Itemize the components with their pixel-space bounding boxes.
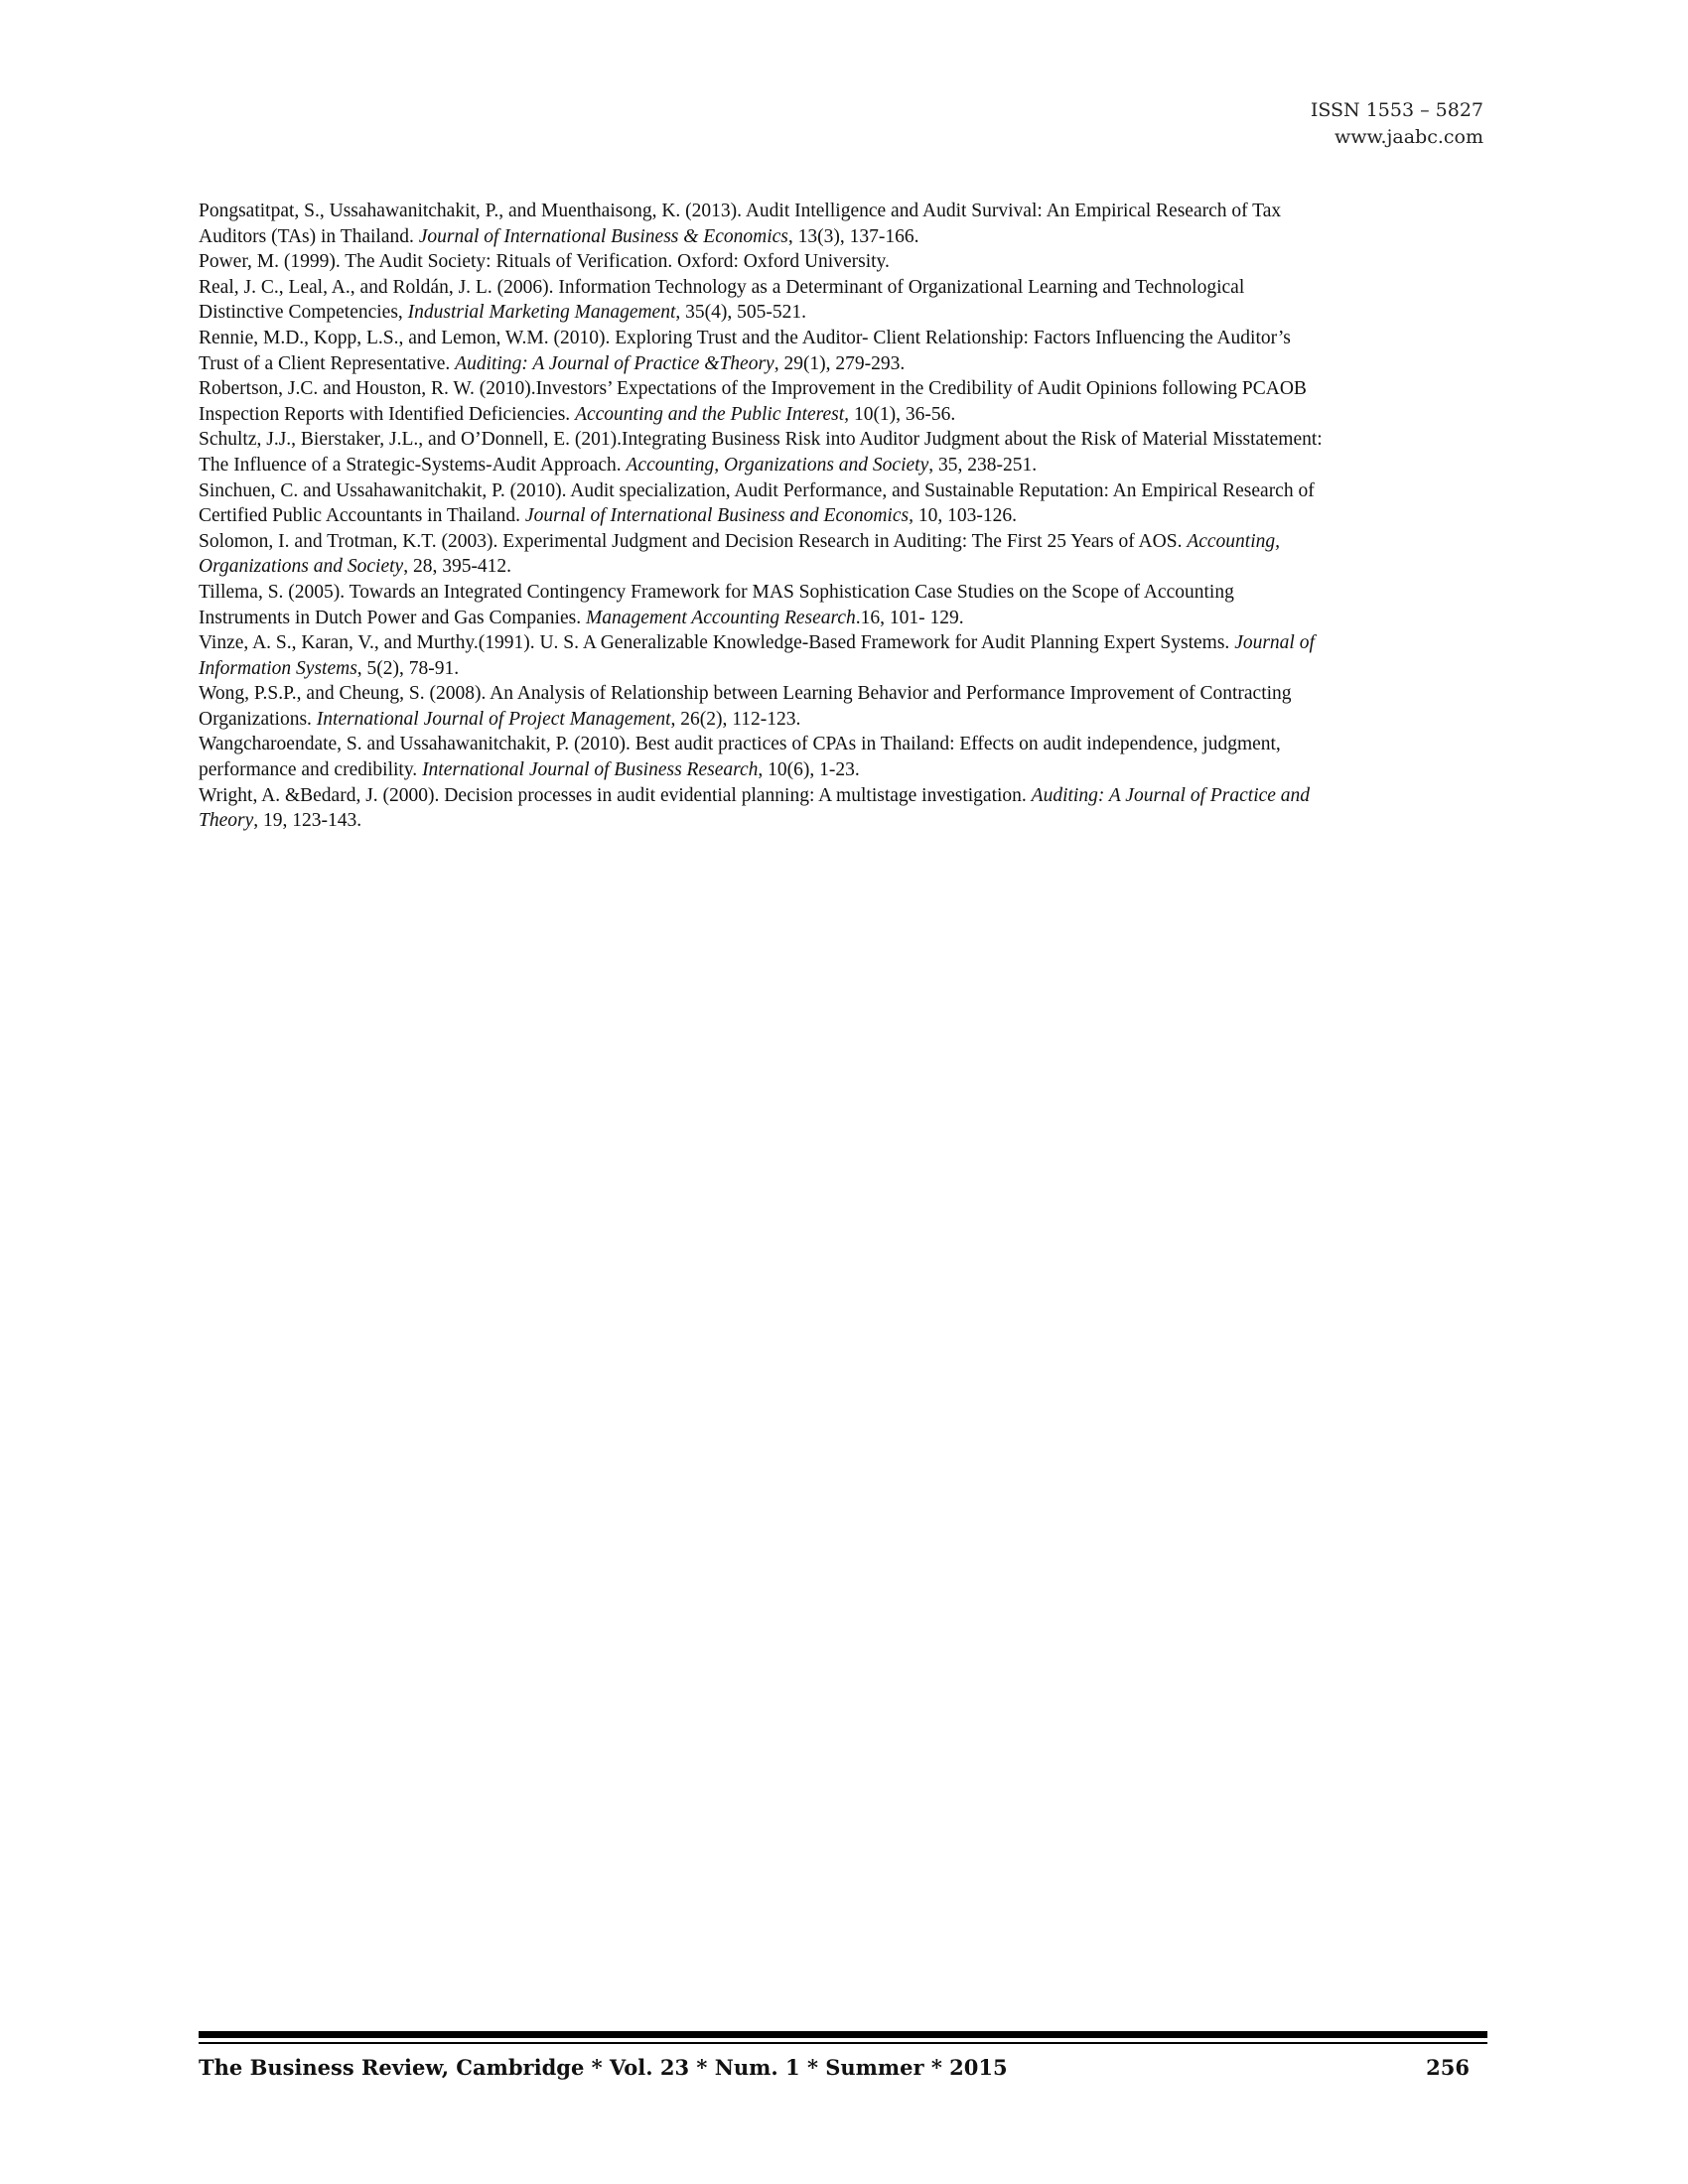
reference-text: 10, 103-126. <box>913 505 1017 527</box>
reference-text: Organizations. <box>199 708 317 730</box>
reference-entry <box>199 580 1489 630</box>
reference-line <box>199 732 1489 757</box>
reference-text: Robertson, J.C. and Houston, R. W. (2010).Investors’ Expectations of the Improvement in the Credibility of Audit Opinions following PCAOB <box>199 378 1307 400</box>
reference-text: , 13(3), 137-166. <box>787 225 919 247</box>
reference-text: Wright, A. &Bedard, J. (2000). Decision processes in audit evidential planning: A multistage investigation. <box>199 784 1032 806</box>
reference-source-title: Management Accounting Research <box>585 607 856 628</box>
reference-source-title: Organizations and Society <box>199 556 404 578</box>
reference-source-title: Industrial Marketing Management <box>407 302 676 324</box>
reference-line <box>199 478 1489 504</box>
reference-text: Rennie, M.D., Kopp, L.S., and Lemon, W.M. (2010). Exploring Trust and the Auditor- Client Relationship: Factors Influencing the Auditor’s <box>199 327 1291 348</box>
reference-text: Inspection Reports with Identified Deficiencies. <box>199 403 576 425</box>
reference-line <box>199 808 1489 834</box>
reference-entry <box>199 249 1489 275</box>
reference-source-title: Journal of International Business & Economics <box>418 225 788 247</box>
reference-list <box>199 199 1489 834</box>
reference-source-title: International Journal of Project Management <box>316 708 671 730</box>
reference-entry <box>199 326 1489 376</box>
reference-line <box>199 453 1489 478</box>
reference-source-title: Information Systems <box>199 657 357 679</box>
reference-entry <box>199 681 1489 732</box>
reference-entry <box>199 376 1489 427</box>
reference-text: performance and credibility. <box>199 759 423 781</box>
reference-text: Sinchuen, C. and Ussahawanitchakit, P. (2010). Audit specialization, Audit Performance, and Sustainable Reputation: An Empirical Research of <box>199 479 1315 501</box>
reference-text: , 29(1), 279-293. <box>774 352 906 374</box>
reference-line <box>199 554 1489 580</box>
reference-line <box>199 402 1489 428</box>
footer-rule-thin <box>199 2042 1487 2044</box>
reference-source-title: Accounting, <box>1187 530 1281 552</box>
footer-rule-thick <box>199 2031 1487 2038</box>
reference-line <box>199 606 1489 631</box>
reference-text: The Influence of a Strategic-Systems-Audit Approach. <box>199 454 627 476</box>
reference-text: .16, 101- 129. <box>855 607 964 628</box>
reference-line <box>199 326 1489 351</box>
reference-text: 10(1), 36-56. <box>849 403 956 425</box>
reference-line <box>199 351 1489 377</box>
reference-text: Solomon, I. and Trotman, K.T. (2003). Experimental Judgment and Decision Research in Auditing: The First 25 Years of AOS. <box>199 530 1188 552</box>
reference-text: Real, J. C., Leal, A., and Roldán, J. L. (2006). Information Technology as a Determinant of Organizational Learning and Technological <box>199 276 1245 298</box>
reference-line <box>199 656 1489 682</box>
reference-source-title: Accounting and the Public Interest, <box>575 403 850 425</box>
reference-entry <box>199 529 1489 580</box>
reference-text: , 28, 395-412. <box>403 556 512 578</box>
reference-entry <box>199 275 1489 326</box>
reference-text: Certified Public Accountants in Thailand. <box>199 505 525 527</box>
reference-source-title: Theory <box>199 810 254 832</box>
reference-text: Pongsatitpat, S., Ussahawanitchakit, P., and Muenthaisong, K. (2013). Audit Intelligence and Audit Survival: An Empirical Research of Tax <box>199 201 1282 221</box>
reference-text: , 26(2), 112-123. <box>670 708 801 730</box>
page-header <box>1311 97 1483 151</box>
reference-text: Auditors (TAs) in Thailand. <box>199 225 419 247</box>
reference-line <box>199 580 1489 606</box>
reference-entry <box>199 427 1489 478</box>
reference-text: Trust of a Client Representative. <box>199 352 456 374</box>
reference-text: , 35(4), 505-521. <box>675 302 806 324</box>
issn-label: ISSN 1553 – 5827 <box>1310 99 1483 121</box>
reference-text: Instruments in Dutch Power and Gas Companies. <box>199 607 586 628</box>
reference-text: Vinze, A. S., Karan, V., and Murthy.(1991). U. S. A Generalizable Knowledge-Based Framework for Audit Planning Expert Systems. <box>199 632 1235 654</box>
reference-line <box>199 224 1489 250</box>
reference-text: Wangcharoendate, S. and Ussahawanitchakit, P. (2010). Best audit practices of CPAs in Thailand: Effects on audit independence, judgment, <box>199 734 1281 755</box>
reference-text: Tillema, S. (2005). Towards an Integrated Contingency Framework for MAS Sophistication Case Studies on the Scope of Accounting <box>199 581 1234 603</box>
reference-line <box>199 503 1489 529</box>
footer-journal-info: The Business Review, Cambridge * Vol. 23 * Num. 1 * Summer * 2015 <box>199 2055 1008 2080</box>
reference-line <box>199 707 1489 733</box>
reference-line <box>199 376 1489 402</box>
reference-entry <box>199 783 1489 834</box>
reference-source-title: Journal of International Business and Economics, <box>524 505 914 527</box>
reference-line <box>199 275 1489 301</box>
reference-line <box>199 681 1489 707</box>
page-number: 256 <box>1426 2055 1470 2080</box>
reference-source-title: Auditing: A Journal of Practice and <box>1031 784 1311 806</box>
reference-entry <box>199 732 1489 782</box>
reference-line <box>199 783 1489 809</box>
reference-line <box>199 757 1489 783</box>
reference-line <box>199 529 1489 555</box>
reference-text: , 35, 238-251. <box>928 454 1038 476</box>
reference-text: , 5(2), 78-91. <box>356 657 460 679</box>
reference-text: Schultz, J.J., Bierstaker, J.L., and O’Donnell, E. (201).Integrating Business Risk into Auditor Judgment about the Risk of Material Misstatement: <box>199 429 1323 451</box>
reference-source-title: Accounting, Organizations and Society <box>626 454 929 476</box>
reference-source-title: Auditing: A Journal of Practice &Theory <box>455 352 774 374</box>
reference-line <box>199 300 1489 326</box>
reference-entry <box>199 478 1489 529</box>
reference-entry <box>199 199 1489 249</box>
reference-source-title: International Journal of Business Research <box>422 759 759 781</box>
reference-text: , 10(6), 1-23. <box>758 759 860 781</box>
reference-text: Power, M. (1999). The Audit Society: Rituals of Verification. Oxford: Oxford University. <box>199 251 890 273</box>
journal-website: www.jaabc.com <box>1334 126 1483 148</box>
reference-line <box>199 199 1489 224</box>
page-footer <box>199 2055 1470 2080</box>
reference-text: Wong, P.S.P., and Cheung, S. (2008). An Analysis of Relationship between Learning Behavior and Performance Improvement of Contracting <box>199 683 1292 705</box>
reference-text: , 19, 123-143. <box>253 810 362 832</box>
reference-source-title: Journal of <box>1234 632 1315 654</box>
reference-line <box>199 427 1489 453</box>
reference-line <box>199 630 1489 656</box>
reference-entry <box>199 630 1489 681</box>
reference-line <box>199 249 1489 275</box>
reference-text: Distinctive Competencies, <box>199 302 408 324</box>
